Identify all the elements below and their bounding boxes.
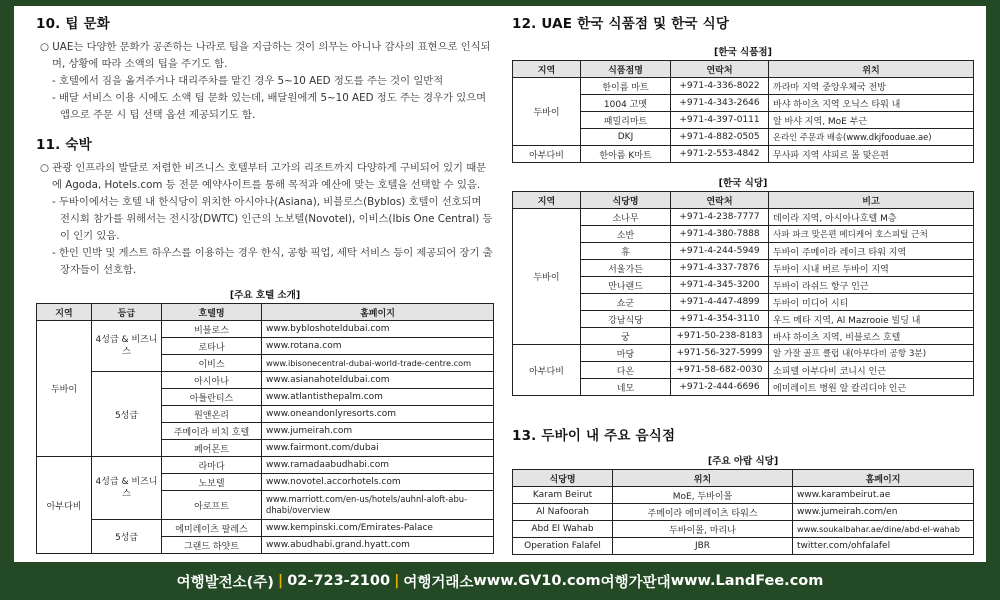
store-name: 1004 고멧 xyxy=(581,95,671,112)
table-header: 비고 xyxy=(769,192,974,209)
hotel-name: 라마다 xyxy=(162,457,262,474)
restaurant-note: 두바이 라쉬드 항구 인근 xyxy=(769,277,974,294)
section-11-bullet: - 한인 민박 및 게스트 하우스를 이용하는 경우 한식, 공항 픽업, 세탁 서비스 등이 제공되어 장기 출장자들이 선호함. xyxy=(52,247,493,276)
left-column xyxy=(36,12,494,554)
hotel-url[interactable]: www.marriott.com/en-us/hotels/auhnl-aloft-abu-dhabi/overview xyxy=(262,491,494,520)
table-row xyxy=(513,226,974,243)
table-row xyxy=(37,321,494,338)
arab-restaurant-table xyxy=(512,469,974,555)
hotel-url[interactable]: www.oneandonlyresorts.com xyxy=(262,406,494,423)
hotel-url[interactable]: www.atlantisthepalm.com xyxy=(262,389,494,406)
table-header: 위치 xyxy=(769,61,974,78)
table-row xyxy=(513,521,974,538)
restaurant-phone: +971-2-444-6696 xyxy=(671,379,769,396)
table-row xyxy=(513,260,974,277)
restaurant-url[interactable]: twitter.com/ohfalafel xyxy=(793,538,974,555)
store-phone: +971-2-553-4842 xyxy=(671,146,769,163)
site-label: 여행가판대 xyxy=(600,574,671,591)
table-header: 등급 xyxy=(92,304,162,321)
table-header: 지역 xyxy=(37,304,92,321)
table-row xyxy=(37,372,494,389)
table-header-row xyxy=(513,470,974,487)
footer-banner xyxy=(0,562,1000,600)
store-location: 무사파 지역 샤피르 몰 맞은편 xyxy=(769,146,974,163)
table-row xyxy=(513,379,974,396)
table-row xyxy=(513,538,974,555)
restaurant-phone: +971-4-238-7777 xyxy=(671,209,769,226)
table-header: 홈페이지 xyxy=(793,470,974,487)
hotel-name: 에미레이츠 팔레스 xyxy=(162,520,262,537)
table-row xyxy=(513,95,974,112)
restaurant-note: 에미레이트 병원 알 칼리디야 인근 xyxy=(769,379,974,396)
restaurant-name: 궁 xyxy=(581,328,671,345)
region-cell: 아부다비 xyxy=(37,457,92,554)
restaurant-name: Operation Falafel xyxy=(513,538,613,555)
restaurant-phone: +971-4-345-3200 xyxy=(671,277,769,294)
footer-separator: | xyxy=(277,573,284,589)
store-phone: +971-4-397-0111 xyxy=(671,112,769,129)
table-row xyxy=(37,520,494,537)
table-header: 위치 xyxy=(613,470,793,487)
restaurant-name: 서울가든 xyxy=(581,260,671,277)
restaurant-note: 두바이 미디어 시티 xyxy=(769,294,974,311)
region-cell: 두바이 xyxy=(513,209,581,345)
restaurant-name: 소반 xyxy=(581,226,671,243)
restaurant-note: 우드 메타 지역, Al Mazrooie 빌딩 내 xyxy=(769,311,974,328)
table-row xyxy=(513,78,974,95)
restaurant-note: 알 가잘 골프 클럽 내(아부다비 공항 3분) xyxy=(769,345,974,362)
table-header-row xyxy=(513,192,974,209)
store-name: 패밀리마트 xyxy=(581,112,671,129)
table-header: 식품점명 xyxy=(581,61,671,78)
restaurant-name: 강남식당 xyxy=(581,311,671,328)
store-location: 바샤 하이츠 지역 오닉스 타워 내 xyxy=(769,95,974,112)
site-label: 여행거래소 xyxy=(403,574,474,591)
hotel-name: 비블로스 xyxy=(162,321,262,338)
section-11-paragraph: ○ 관광 인프라의 발달로 저렴한 비즈니스 호텔부터 고가의 리조트까지 다양하게 구비되어 있기 때문에 Agoda, Hotels.com 등 전문 예약사이트를 통해 목적과 예산에 맞는 호텔을 선택할 수 있음. xyxy=(40,162,487,191)
restaurant-phone: +971-50-238-8183 xyxy=(671,328,769,345)
hotel-url[interactable]: www.ibisonecentral-dubai-world-trade-centre.com xyxy=(262,355,494,372)
region-cell: 두바이 xyxy=(37,321,92,457)
grade-cell: 5성급 xyxy=(92,520,162,554)
hotel-name: 이비스 xyxy=(162,355,262,372)
table-row xyxy=(513,146,974,163)
restaurant-name: 만나랜드 xyxy=(581,277,671,294)
restaurant-phone: +971-4-244-5949 xyxy=(671,243,769,260)
hotel-url[interactable]: www.ramadaabudhabi.com xyxy=(262,457,494,474)
hotel-name: 주메이라 비치 호텔 xyxy=(162,423,262,440)
restaurant-url[interactable]: www.karambeirut.ae xyxy=(793,487,974,504)
table-row xyxy=(513,311,974,328)
restaurant-name: 쇼군 xyxy=(581,294,671,311)
restaurant-note: 두바이 시내 버르 두바이 지역 xyxy=(769,260,974,277)
restaurant-location: JBR xyxy=(613,538,793,555)
table-row xyxy=(513,504,974,521)
company-phone[interactable]: 02-723-2100 xyxy=(287,573,391,589)
hotel-url[interactable]: www.bybloshoteldubai.com xyxy=(262,321,494,338)
store-phone: +971-4-882-0505 xyxy=(671,129,769,146)
grade-cell: 4성급 & 비즈니스 xyxy=(92,457,162,520)
table-row xyxy=(513,112,974,129)
region-cell: 두바이 xyxy=(513,78,581,146)
restaurant-phone: +971-4-337-7876 xyxy=(671,260,769,277)
table-row xyxy=(513,345,974,362)
store-location: 온라인 주문과 배송(www.dkjfooduae.ae) xyxy=(769,129,974,146)
restaurant-location: 주메이라 에미레이츠 타워스 xyxy=(613,504,793,521)
restaurant-note: 바샤 하이츠 지역, 비블로스 호텔 xyxy=(769,328,974,345)
store-name: DKJ xyxy=(581,129,671,146)
hotel-name: 아로프트 xyxy=(162,491,262,520)
right-column xyxy=(512,12,974,555)
table-header: 식당명 xyxy=(581,192,671,209)
hotel-name: 아시아나 xyxy=(162,372,262,389)
restaurant-note: 데이라 지역, 아시아나호텔 M층 xyxy=(769,209,974,226)
hotel-url[interactable]: www.kempinski.com/Emirates-Palace xyxy=(262,520,494,537)
restaurant-url[interactable]: www.jumeirah.com/en xyxy=(793,504,974,521)
section-13-title: 13. 두바이 내 주요 음식점 xyxy=(512,428,676,444)
store-phone: +971-4-343-2646 xyxy=(671,95,769,112)
section-10-bullet: - 배달 서비스 이용 시에도 소액 팁 문화 있는데, 배달원에게 5~10 AED 정도 주는 경우가 있으며 앱으로 주문 시 팁 선택 옵션 제공되기도 함. xyxy=(52,92,487,121)
table-row xyxy=(513,209,974,226)
section-10-paragraph: ○ UAE는 다양한 문화가 공존하는 나라로 팁을 지급하는 것이 의무는 아니나 감사의 표현으로 인식되며, 상황에 따라 소액의 팁을 주기도 함. xyxy=(40,41,491,70)
grocery-table xyxy=(512,60,974,163)
hotel-table-caption: [주요 호텔 소개] xyxy=(229,290,301,301)
table-row xyxy=(513,328,974,345)
restaurant-name: Karam Beirut xyxy=(513,487,613,504)
site-link[interactable]: www.GV10.com xyxy=(473,573,601,589)
restaurant-location: 두바이몰, 마리나 xyxy=(613,521,793,538)
store-phone: +971-4-336-8022 xyxy=(671,78,769,95)
restaurant-phone: +971-4-354-3110 xyxy=(671,311,769,328)
hotel-url[interactable]: www.fairmont.com/dubai xyxy=(262,440,494,457)
table-header-row xyxy=(513,61,974,78)
restaurant-url[interactable]: www.soukalbahar.ae/dine/abd-el-wahab xyxy=(793,521,974,538)
hotel-name: 로타나 xyxy=(162,338,262,355)
store-location: 까라마 지역 중앙우체국 전방 xyxy=(769,78,974,95)
section-11-bullet: - 두바이에서는 호텔 내 한식당이 위치한 아시아나(Asiana), 비블로스(Byblos) 호텔이 선호되며 전시회 참가를 위해서는 전시장(DWTC) 인근의 노보텔(Novotel), 이비스(Ibis One Central) 등이 인기 있음. xyxy=(52,196,493,242)
restaurant-name: 소나무 xyxy=(581,209,671,226)
section-11-title: 11. 숙박 xyxy=(36,137,92,153)
hotel-name: 아틀란티스 xyxy=(162,389,262,406)
hotel-name: 원앤온리 xyxy=(162,406,262,423)
region-cell: 아부다비 xyxy=(513,345,581,396)
restaurant-name: 다온 xyxy=(581,362,671,379)
restaurant-phone: +971-56-327-5999 xyxy=(671,345,769,362)
table-header: 지역 xyxy=(513,61,581,78)
section-12-title: 12. UAE 한국 식품점 및 한국 식당 xyxy=(512,16,730,32)
document-page xyxy=(14,6,986,562)
table-header: 지역 xyxy=(513,192,581,209)
grade-cell: 5성급 xyxy=(92,372,162,457)
restaurant-name: Al Nafoorah xyxy=(513,504,613,521)
table-row xyxy=(37,457,494,474)
footer-separator: | xyxy=(394,573,400,589)
hotel-url[interactable]: www.novotel.accorhotels.com xyxy=(262,474,494,491)
restaurant-phone: +971-58-682-0030 xyxy=(671,362,769,379)
table-row xyxy=(513,277,974,294)
restaurant-name: 네모 xyxy=(581,379,671,396)
table-header: 홈페이지 xyxy=(262,304,494,321)
restaurant-note: 소피텔 아부다비 코니시 인근 xyxy=(769,362,974,379)
hotel-url[interactable]: www.asianahoteldubai.com xyxy=(262,372,494,389)
hotel-url[interactable]: www.rotana.com xyxy=(262,338,494,355)
section-10-bullet: - 호텔에서 짐을 옮겨주거나 대리주차를 맡긴 경우 5~10 AED 정도를 주는 것이 일반적 xyxy=(52,75,444,87)
table-header-row xyxy=(37,304,494,321)
region-cell: 아부다비 xyxy=(513,146,581,163)
table-row xyxy=(513,243,974,260)
restaurant-name: Abd El Wahab xyxy=(513,521,613,538)
restaurant-table-caption: [한국 식당] xyxy=(718,178,768,189)
table-header: 호텔명 xyxy=(162,304,262,321)
restaurant-phone: +971-4-380-7888 xyxy=(671,226,769,243)
restaurant-phone: +971-4-447-4899 xyxy=(671,294,769,311)
store-name: 한아름 K마트 xyxy=(581,146,671,163)
restaurant-name: 마당 xyxy=(581,345,671,362)
table-header: 연락처 xyxy=(671,192,769,209)
restaurant-location: MoE, 두바이몰 xyxy=(613,487,793,504)
hotel-name: 노보텔 xyxy=(162,474,262,491)
restaurant-table xyxy=(512,191,974,396)
restaurant-note: 두바이 주메이라 레이크 타워 지역 xyxy=(769,243,974,260)
company-name: 여행발전소(주) xyxy=(176,574,274,591)
restaurant-name: 휴 xyxy=(581,243,671,260)
section-10-title: 10. 팁 문화 xyxy=(36,16,111,32)
table-row xyxy=(513,294,974,311)
arab-restaurant-caption: [주요 아랍 식당] xyxy=(707,456,779,467)
hotel-name: 그랜드 하얏트 xyxy=(162,537,262,554)
restaurant-note: 사파 파크 맞은편 메디케어 호스피털 근처 xyxy=(769,226,974,243)
grocery-table-caption: [한국 식품점] xyxy=(714,47,772,58)
hotel-name: 페어몬트 xyxy=(162,440,262,457)
table-header: 연락처 xyxy=(671,61,769,78)
table-row xyxy=(513,129,974,146)
hotel-table xyxy=(36,303,494,554)
store-name: 한이름 마트 xyxy=(581,78,671,95)
table-row xyxy=(513,487,974,504)
grade-cell: 4성급 & 비즈니스 xyxy=(92,321,162,372)
table-header: 식당명 xyxy=(513,470,613,487)
store-location: 알 바샤 지역, MoE 부근 xyxy=(769,112,974,129)
hotel-url[interactable]: www.abudhabi.grand.hyatt.com xyxy=(262,537,494,554)
site-link[interactable]: www.LandFee.com xyxy=(670,573,824,589)
hotel-url[interactable]: www.jumeirah.com xyxy=(262,423,494,440)
table-row xyxy=(513,362,974,379)
